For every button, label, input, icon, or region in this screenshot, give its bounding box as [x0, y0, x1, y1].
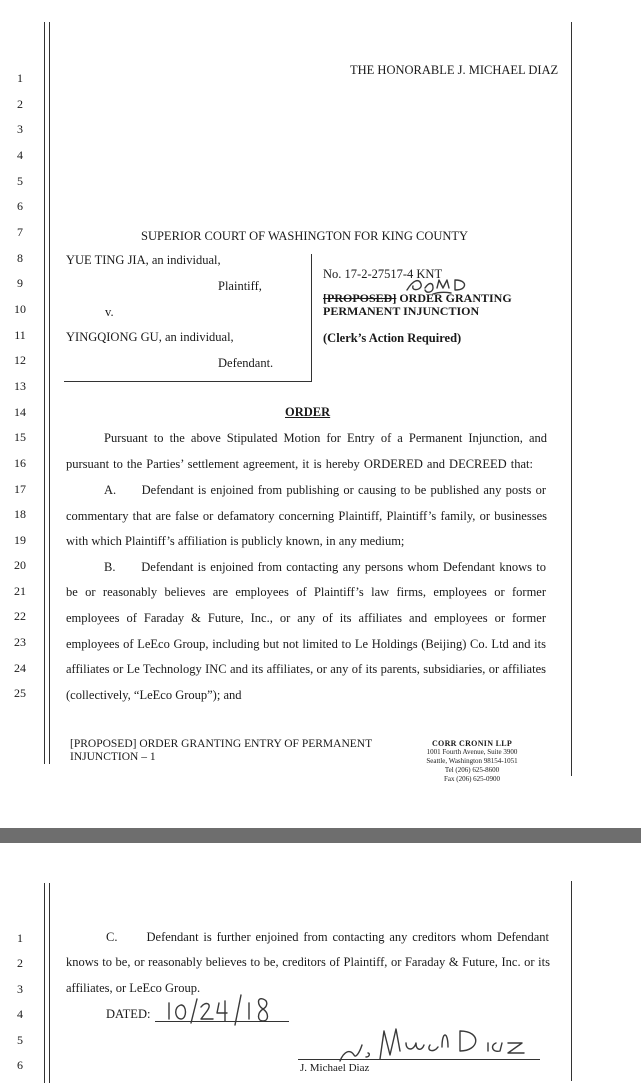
body-line-25: (collectively, “LeEco Group”); and [66, 688, 242, 702]
line-number: 15 [14, 430, 26, 444]
footer-document-title [70, 738, 372, 764]
line-number: 18 [14, 507, 26, 521]
line-number: 4 [17, 1007, 23, 1021]
line-number: 11 [14, 328, 26, 342]
right-margin-rule [571, 22, 572, 776]
line-number: 1 [17, 71, 23, 85]
signer-name: J. Michael Diaz [300, 1062, 370, 1074]
signature-line [298, 1059, 540, 1060]
judge-name: THE HONORABLE J. MICHAEL DIAZ [350, 63, 559, 77]
body-line-21: be or reasonably believes are employees of Plaintiff’s law firms, employees or former [66, 585, 546, 599]
body-line-18: commentary that are false or defamatory concerning Plaintiff, Plaintiff’s family, or businesses [66, 509, 547, 523]
body-line-22: employees of Faraday & Future, Inc., or any of its affiliates and employees or former [66, 611, 546, 625]
footer-title-line-1: [PROPOSED] ORDER GRANTING ENTRY OF PERMANENT [70, 738, 373, 750]
line-number: 8 [17, 251, 23, 265]
handwritten-date [165, 993, 285, 1027]
order-heading: ORDER [285, 405, 331, 419]
body-line-17: A. Defendant is enjoined from publishing or causing to be published any posts or [104, 483, 546, 497]
firm-fax: Fax (206) 625-0900 [444, 775, 500, 783]
page-separator [0, 828, 641, 843]
body-line-2: knows to be, or reasonably believes to be, creditors of Plaintiff, or Faraday & Future, Inc. or its [66, 955, 550, 969]
handwritten-insertion [403, 272, 483, 298]
line-number: 9 [17, 276, 23, 290]
body-line-3: affiliates, or LeEco Group. [66, 981, 201, 995]
firm-address-1: 1001 Fourth Avenue, Suite 3900 [426, 748, 518, 756]
line-number: 20 [14, 558, 26, 572]
line-number: 5 [17, 1033, 23, 1047]
line-number: 1 [17, 931, 23, 945]
body-line-19: with which Plaintiff’s affiliation is publicly known, in any medium; [66, 534, 405, 548]
document-page-2 [0, 843, 641, 1074]
footer-title-line-2: INJUNCTION – 1 [70, 751, 156, 763]
line-number: 5 [17, 174, 23, 188]
law-firm-block [412, 739, 532, 784]
line-number: 3 [17, 982, 23, 996]
line-number: 12 [14, 353, 26, 367]
body-line-23: employees of LeEco Group, including but not limited to Le Holdings (Beijing) Co. Ltd and its [66, 637, 546, 651]
line-number: 19 [14, 533, 26, 547]
line-number: 4 [17, 148, 23, 162]
firm-name: CORR CRONIN LLP [431, 739, 513, 748]
document-title-line-2: PERMANENT INJUNCTION [323, 304, 480, 318]
defendant-role: Defendant. [218, 356, 274, 370]
body-line-15: Pursuant to the above Stipulated Motion for Entry of a Permanent Injunction, and [104, 431, 547, 445]
line-number: 25 [14, 686, 26, 700]
plaintiff-role: Plaintiff, [218, 279, 262, 293]
left-margin-rule-outer [44, 883, 45, 1083]
body-line-24: affiliates or Le Technology INC and its affiliates, or any of its parents, subsidiaries, or affiliates [66, 662, 546, 676]
caption-bottom-rule [64, 381, 312, 382]
line-number: 24 [14, 661, 26, 675]
plaintiff-name: YUE TING JIA, an individual, [66, 253, 221, 267]
left-margin-rule-outer [44, 22, 45, 764]
line-number: 13 [14, 379, 26, 393]
firm-address-2: Seattle, Washington 98154-1051 [426, 757, 518, 765]
line-number: 14 [14, 405, 26, 419]
firm-tel: Tel (206) 625-8600 [444, 766, 500, 774]
line-number: 21 [14, 584, 26, 598]
line-number: 10 [14, 302, 26, 316]
line-number: 2 [17, 956, 23, 970]
right-margin-rule [571, 881, 572, 1081]
body-line-16: pursuant to the Parties’ settlement agreement, it is hereby ORDERED and DECREED that: [66, 457, 533, 471]
left-margin-rule-inner [49, 22, 50, 764]
line-number: 17 [14, 482, 26, 496]
body-line-1: C. Defendant is further enjoined from contacting any creditors whom Defendant [106, 930, 549, 944]
court-title: SUPERIOR COURT OF WASHINGTON FOR KING COUNTY [141, 229, 469, 243]
line-number: 6 [17, 1058, 23, 1072]
line-number: 6 [17, 199, 23, 213]
body-line-20: B. Defendant is enjoined from contacting any persons whom Defendant knows to [104, 560, 546, 574]
line-number: 16 [14, 456, 26, 470]
case-number: No. 17-2-27517-4 KNT [323, 267, 443, 281]
title-order-granting: ORDER GRANTING [396, 291, 512, 305]
versus: v. [105, 305, 114, 319]
struck-proposed: [PROPOSED] [323, 291, 397, 305]
line-number: 22 [14, 609, 26, 623]
line-number: 23 [14, 635, 26, 649]
dated-label: DATED: [106, 1007, 151, 1021]
defendant-name: YINGQIONG GU, an individual, [66, 330, 234, 344]
clerk-action-note: (Clerk’s Action Required) [323, 331, 462, 345]
line-number: 7 [17, 225, 23, 239]
caption-divider [311, 254, 312, 382]
line-number: 3 [17, 122, 23, 136]
left-margin-rule-inner [49, 883, 50, 1083]
line-number: 2 [17, 97, 23, 111]
